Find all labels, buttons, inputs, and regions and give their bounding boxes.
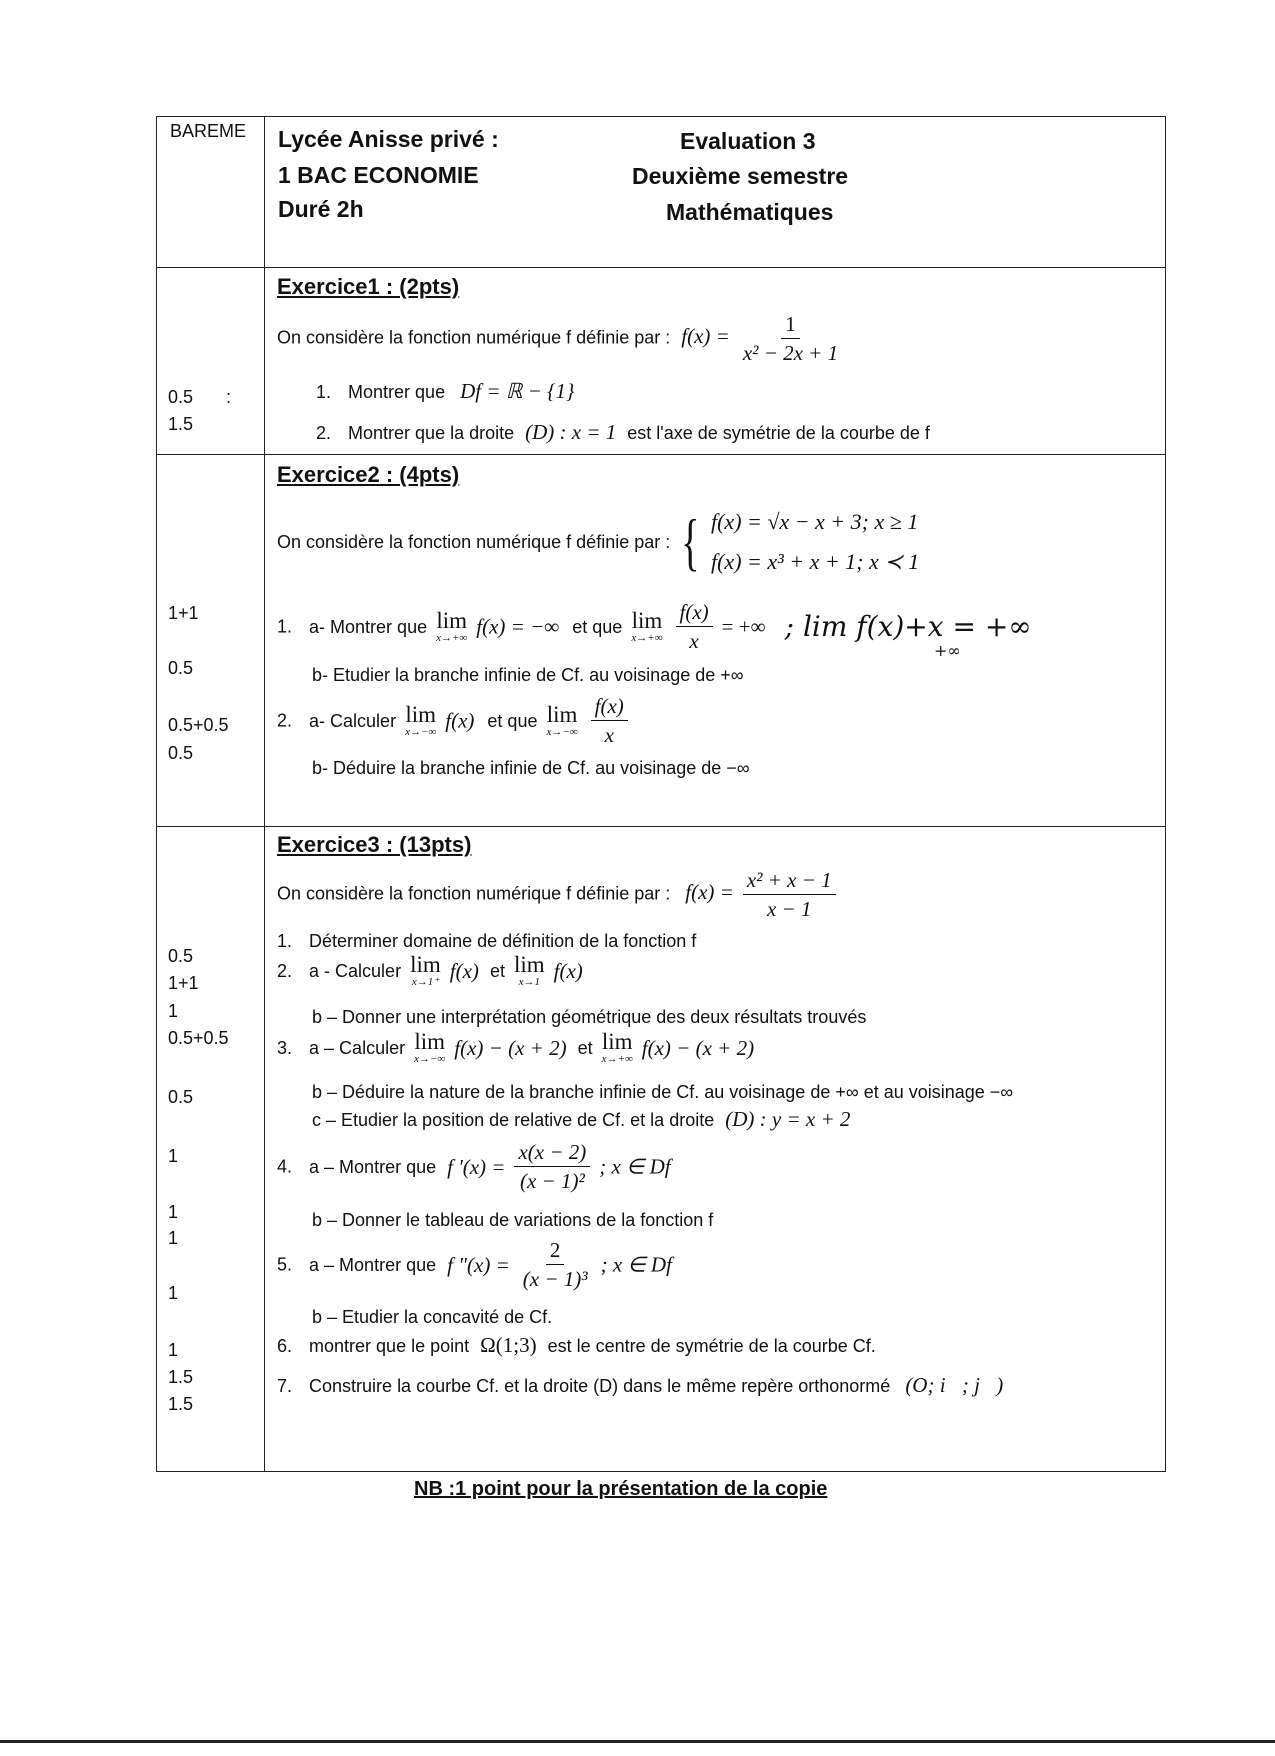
ex3-q2a-text: a - Calculer xyxy=(309,961,402,981)
ex3-q7 xyxy=(277,1374,1003,1397)
ex3-q3c xyxy=(312,1108,850,1131)
ex3-q6-num: 6. xyxy=(277,1336,293,1356)
ex3-bareme-9: 1 xyxy=(168,1283,179,1303)
ex3-q3a xyxy=(277,1031,754,1077)
class-name: 1 BAC ECONOMIE xyxy=(278,162,479,188)
ex1-q1-text: Montrer que xyxy=(348,382,446,402)
row-divider-ex2 xyxy=(156,826,1166,827)
ex3-q2-num: 2. xyxy=(277,961,293,981)
ex1-bareme-sep: : xyxy=(226,387,232,407)
ex3-bareme-1: 0.5 xyxy=(168,946,194,966)
ex1-f-den: x² − 2x + 1 xyxy=(742,341,839,365)
ex2-q1a-lim1: lim x→+∞ xyxy=(436,607,468,644)
footer-note: NB :1 point pour la présentation de la copie xyxy=(414,1478,828,1500)
ex2-q1a-lim2: lim x→+∞ xyxy=(631,607,663,644)
ex2-sys-line2: f(x) = x³ + x + 1; x ≺ 1 xyxy=(710,549,920,574)
ex3-q3a-lim1-sub: x→−∞ xyxy=(414,1053,446,1065)
semester: Deuxième semestre xyxy=(632,163,849,189)
ex3-q3a-lim1: lim x→−∞ xyxy=(414,1029,446,1065)
ex3-q5a-fraction xyxy=(519,1238,592,1291)
ex3-q1-num: 1. xyxy=(277,931,293,951)
ex3-bareme-3: 1 xyxy=(168,1001,179,1021)
ex2-q1a xyxy=(277,600,1032,660)
ex3-q3a-expr1: f(x) − (x + 2) xyxy=(454,1036,567,1060)
ex3-q4-num: 4. xyxy=(277,1156,293,1177)
ex2-q1a-et: et que xyxy=(572,616,623,637)
ex2-q1a-lim1-sub: x→+∞ xyxy=(436,631,468,644)
ex3-q2a-lim1-sub: x→1⁺ xyxy=(411,976,440,988)
ex3-q4b: b – Donner le tableau de variations de la fonction f xyxy=(312,1210,714,1230)
ex3-q5a-lhs: f "(x) = xyxy=(447,1252,510,1277)
ex2-q2a-lim1-sub: x→−∞ xyxy=(405,725,437,738)
ex2-q2-num: 2. xyxy=(277,710,293,731)
ex3-q2a-lim2: lim x→1 xyxy=(513,952,545,988)
ex3-q7-num: 7. xyxy=(277,1376,293,1396)
ex3-q5a-tail: ; x ∈ Df xyxy=(600,1252,672,1277)
subject: Mathématiques xyxy=(666,199,834,225)
ex1-intro: On considère la fonction numérique f définie par : xyxy=(277,327,671,348)
ex2-bareme-1: 1+1 xyxy=(168,603,199,623)
ex3-q6-text-b: est le centre de symétrie de la courbe Cf. xyxy=(547,1336,876,1356)
ex3-q7-text: Construire la courbe Cf. et la droite (D) dans le même repère orthonormé xyxy=(309,1376,891,1396)
ex2-bareme-3: 0.5+0.5 xyxy=(168,715,229,735)
ex3-q6-text-a: montrer que le point xyxy=(309,1336,470,1356)
ex3-title: Exercice3 : (13pts) xyxy=(277,832,472,857)
ex3-q4a-num: x(x − 2) xyxy=(514,1140,590,1167)
ex3-q4a-lhs: f '(x) = xyxy=(447,1154,506,1179)
ex3-bareme-7: 1 xyxy=(168,1202,179,1222)
ex3-definition xyxy=(277,868,840,921)
row-divider-header xyxy=(156,267,1166,268)
ex3-bareme-5: 0.5 xyxy=(168,1087,194,1107)
page-bottom-line xyxy=(0,1740,1275,1743)
ex2-system xyxy=(711,502,919,582)
ex2-title: Exercice2 : (4pts) xyxy=(277,462,460,487)
row-divider-ex1 xyxy=(156,454,1166,455)
ex3-q2a xyxy=(277,954,583,1000)
ex2-q2a xyxy=(277,694,632,752)
ex1-q1-num: 1. xyxy=(316,382,332,402)
ex3-q1 xyxy=(277,930,696,952)
ex2-q2a-lim2-sub: x→−∞ xyxy=(546,725,578,738)
ex2-brace: { xyxy=(681,506,700,577)
ex2-q2a-text: a- Calculer xyxy=(309,710,397,731)
ex3-q5b: b – Etudier la concavité de Cf. xyxy=(312,1307,553,1327)
ex2-bareme-4: 0.5 xyxy=(168,743,194,763)
ex2-q2a-lim1: lim x→−∞ xyxy=(405,701,437,738)
handwritten-note-sub: +∞ xyxy=(934,641,961,660)
ex2-q2a-fraction xyxy=(591,694,628,747)
ex1-bareme-2: 1.5 xyxy=(168,414,194,434)
ex3-fraction xyxy=(743,868,836,921)
ex3-f-den: x − 1 xyxy=(766,897,812,921)
ex1-q2-text-b: est l'axe de symétrie de la courbe de f xyxy=(627,423,930,443)
ex2-q1a-fraction xyxy=(676,600,713,653)
ex3-bareme-4: 0.5+0.5 xyxy=(168,1028,229,1048)
ex2-q2a-expr: f(x) xyxy=(445,708,475,733)
ex3-q6 xyxy=(277,1334,876,1357)
ex2-q2b: b- Déduire la branche infinie de Cf. au voisinage de −∞ xyxy=(312,758,750,778)
ex3-q3b: b – Déduire la nature de la branche infinie de Cf. au voisinage de +∞ et au voisinage −∞ xyxy=(312,1082,1014,1102)
ex1-q2-text-a: Montrer que la droite xyxy=(348,423,515,443)
ex2-q1a-frac-den: x xyxy=(689,629,699,653)
ex1-q1-math: Df = ℝ − {1} xyxy=(460,379,575,403)
ex1-q1 xyxy=(316,380,574,403)
ex3-q3a-lim2-sub: x→+∞ xyxy=(601,1053,633,1065)
ex3-q3a-text: a – Calculer xyxy=(309,1038,406,1058)
ex3-q5a-num: 2 xyxy=(546,1238,565,1265)
ex3-bareme-2: 1+1 xyxy=(168,973,199,993)
ex3-q3-num: 3. xyxy=(277,1038,293,1058)
ex2-intro: On considère la fonction numérique f définie par : xyxy=(277,532,671,552)
ex1-bareme-1: 0.5 xyxy=(168,387,194,407)
ex1-q2-num: 2. xyxy=(316,423,332,443)
ex3-q4a-den: (x − 1)² xyxy=(519,1169,585,1193)
ex3-q4a-tail: ; x ∈ Df xyxy=(599,1154,671,1179)
ex1-q2 xyxy=(316,421,930,444)
ex2-q1a-text: a- Montrer que xyxy=(309,616,428,637)
ex2-q2a-et: et que xyxy=(487,710,538,731)
school-name: Lycée Anisse privé : xyxy=(278,126,499,152)
ex3-q5-num: 5. xyxy=(277,1254,293,1275)
ex3-q5a-text: a – Montrer que xyxy=(309,1254,437,1275)
ex3-q3a-expr2: f(x) − (x + 2) xyxy=(641,1036,755,1060)
ex3-q1-text: Déterminer domaine de définition de la fonction f xyxy=(309,931,697,951)
exam-duration: Duré 2h xyxy=(278,196,364,222)
bareme-label: BAREME xyxy=(170,121,247,141)
ex3-q3a-lim2: lim x→+∞ xyxy=(601,1029,633,1065)
ex3-f-lhs: f(x) = xyxy=(685,880,734,905)
ex3-q4a xyxy=(277,1140,671,1198)
ex3-intro: On considère la fonction numérique f définie par : xyxy=(277,883,671,904)
ex3-q5a-den: (x − 1)³ xyxy=(522,1267,588,1291)
ex2-definition xyxy=(277,502,919,584)
ex3-q2a-expr1: f(x) xyxy=(449,959,479,983)
ex3-q4a-fraction xyxy=(514,1140,590,1193)
ex3-bareme-11: 1.5 xyxy=(168,1367,194,1387)
ex3-bareme-8: 1 xyxy=(168,1228,179,1248)
ex2-bareme-2: 0.5 xyxy=(168,658,194,678)
ex3-bareme-12: 1.5 xyxy=(168,1394,194,1414)
ex1-fraction xyxy=(739,312,842,365)
ex3-q4a-text: a – Montrer que xyxy=(309,1156,437,1177)
ex3-q3c-math: (D) : y = x + 2 xyxy=(725,1107,851,1131)
ex1-f-num: 1 xyxy=(781,312,800,339)
ex3-q3a-et: et xyxy=(577,1038,593,1058)
column-divider xyxy=(264,116,265,1472)
ex1-definition xyxy=(277,312,846,365)
evaluation-title: Evaluation 3 xyxy=(680,128,816,154)
ex2-q2a-frac-den: x xyxy=(604,723,614,747)
ex3-bareme-10: 1 xyxy=(168,1340,179,1360)
ex3-q7-math: (O; i⃗; j⃗) xyxy=(905,1373,1004,1397)
ex3-q6-math: Ω(1;3) xyxy=(480,1333,537,1357)
ex3-q5a xyxy=(277,1238,672,1296)
ex3-f-num: x² + x − 1 xyxy=(743,868,836,895)
ex3-q2a-lim2-sub: x→1 xyxy=(518,976,540,988)
ex3-q3c-text: c – Etudier la position de relative de Cf. et la droite xyxy=(312,1110,715,1130)
ex1-q2-math: (D) : x = 1 xyxy=(525,420,617,444)
handwritten-note: ; lim f(x)+x = +∞ xyxy=(784,609,1032,643)
ex2-q2a-lim2: lim x→−∞ xyxy=(546,701,578,738)
ex1-title: Exercice1 : (2pts) xyxy=(277,274,460,299)
ex3-q2a-expr2: f(x) xyxy=(553,959,583,983)
ex2-q1b: b- Etudier la branche infinie de Cf. au voisinage de +∞ xyxy=(312,665,744,685)
ex2-q1-num: 1. xyxy=(277,616,293,637)
ex3-q2a-lim1: lim x→1⁺ xyxy=(410,952,441,988)
ex3-q2b: b – Donner une interprétation géométrique des deux résultats trouvés xyxy=(312,1007,867,1027)
ex2-q1a-frac-num: f(x) xyxy=(676,600,713,627)
ex2-sys-line1: f(x) = √x − x + 3; x ≥ 1 xyxy=(710,509,919,534)
ex2-q1a-lim2-sub: x→+∞ xyxy=(631,631,663,644)
ex2-q1a-expr1: f(x) = −∞ xyxy=(476,614,560,639)
ex2-q1a-eq: = +∞ xyxy=(721,614,766,639)
ex3-bareme-6: 1 xyxy=(168,1146,179,1166)
ex1-f-lhs: f(x) = xyxy=(681,324,730,349)
ex3-q2a-et: et xyxy=(489,961,505,981)
ex2-q2a-frac-num: f(x) xyxy=(591,694,628,721)
